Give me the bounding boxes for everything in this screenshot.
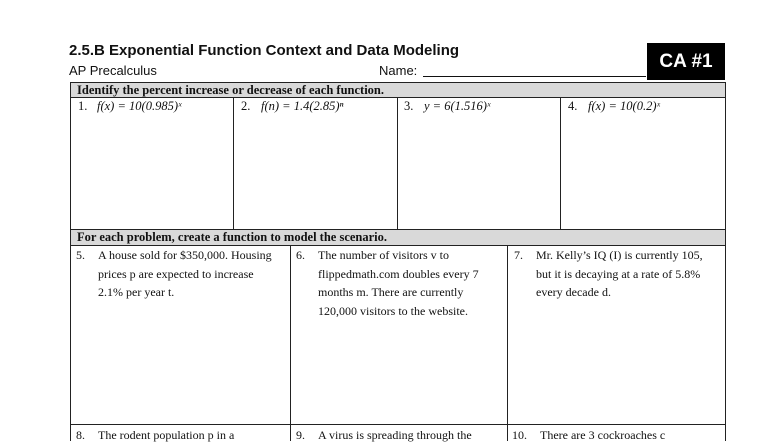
grid-line [507, 246, 508, 441]
problem-text: The number of visitors v to flippedmath.com doubles every 7 months m. There are currently 120,000 visitors to the website. [318, 248, 479, 318]
name-field-line[interactable] [423, 76, 646, 77]
course-label: AP Precalculus [69, 63, 157, 78]
grid-line [725, 98, 726, 229]
problem-number: 8. [76, 428, 85, 442]
problem-6 [296, 246, 501, 346]
grid-line [560, 98, 561, 229]
page-title: 2.5.B Exponential Function Context and Data Modeling [69, 42, 460, 59]
grid-line [290, 246, 291, 441]
problem-number: 1. [78, 99, 88, 113]
problem-number: 6. [296, 248, 305, 262]
problem-number: 4. [568, 99, 578, 113]
problem-number: 5. [76, 248, 85, 262]
problem-number: 2. [241, 99, 251, 113]
function-expression: f(n) = 1.4(2.85)ⁿ [261, 99, 344, 113]
function-expression: y = 6(1.516)ˣ [424, 99, 491, 113]
problem-text: Mr. Kelly’s IQ (I) is currently 105, but it is decaying at a rate of 5.8% every decade d. [536, 248, 703, 299]
problem-number: 3. [404, 99, 414, 113]
problem-5 [76, 246, 281, 306]
function-expression: f(x) = 10(0.2)ˣ [588, 99, 661, 113]
grid-line [233, 98, 234, 229]
problem-text: A house sold for $350,000. Housing prices p are expected to increase 2.1% per year t. [98, 248, 272, 299]
row-divider [70, 424, 726, 425]
section1-instruction: Identify the percent increase or decrease of each function. [70, 82, 726, 98]
problem-number: 7. [514, 248, 523, 262]
problem-number: 9. [296, 428, 305, 442]
grid-line [397, 98, 398, 229]
grid-line [70, 98, 71, 229]
problem-7 [514, 246, 719, 306]
section2-instruction: For each problem, create a function to model the scenario. [70, 229, 726, 246]
grid-line [70, 246, 71, 441]
assignment-badge: CA #1 [647, 43, 725, 80]
problem-number: 10. [512, 428, 527, 442]
name-label: Name: [379, 63, 418, 78]
problem-text: There are 3 cockroaches c [540, 428, 666, 442]
grid-line [725, 246, 726, 441]
problem-text: The rodent population p in a [98, 428, 235, 442]
function-expression: f(x) = 10(0.985)ˣ [97, 99, 182, 113]
problem-text: A virus is spreading through the [318, 428, 472, 442]
